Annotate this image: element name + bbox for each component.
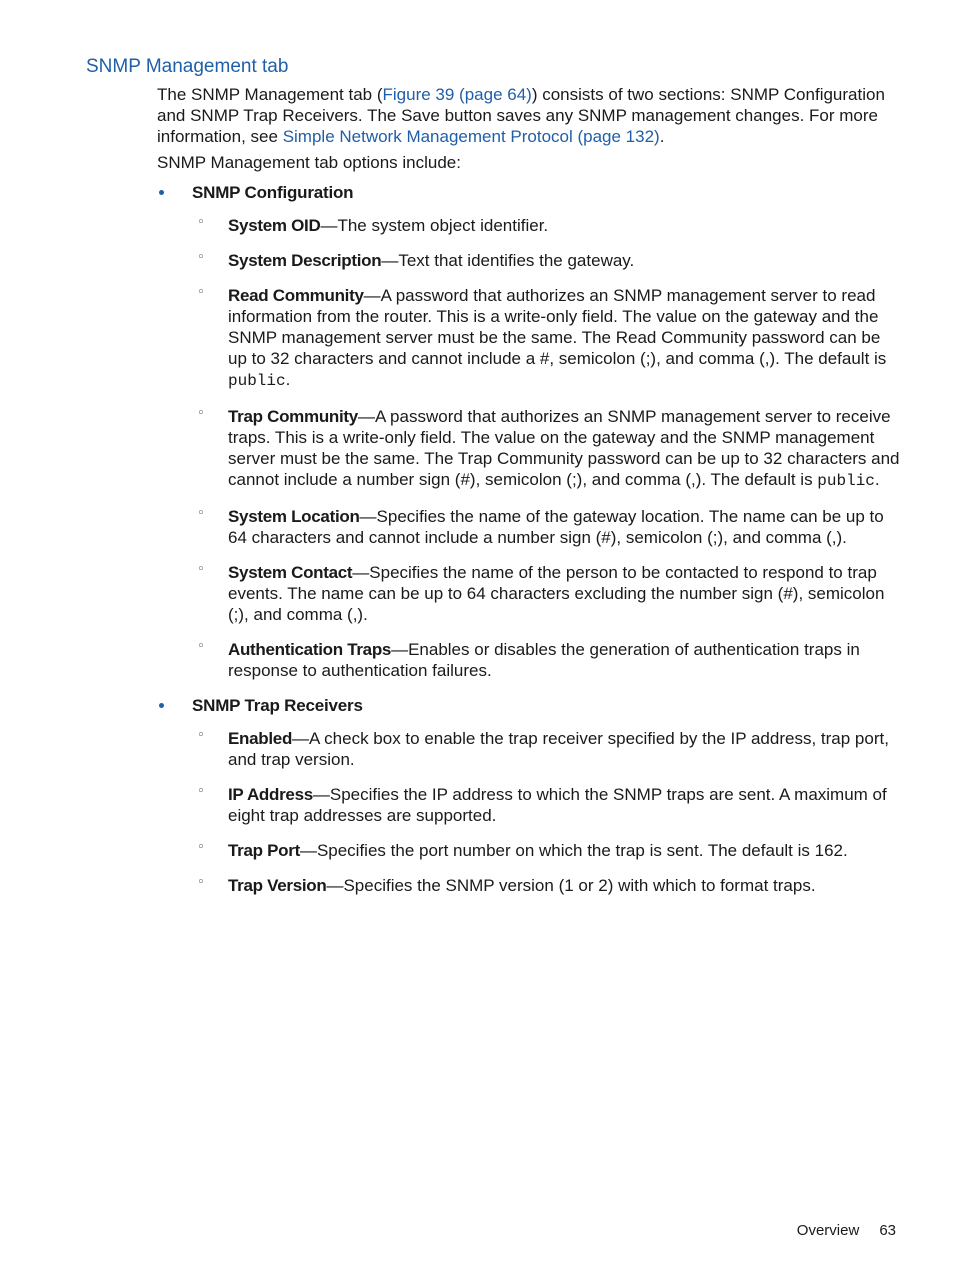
circle-bullet-icon: ◦ xyxy=(197,215,205,230)
list-item: ◦ System Location—Specifies the name of the gateway location. The name can be up to 64 characters and cannot include a number sign (#), semicolon (;), and comma (,). xyxy=(192,506,902,548)
list-item: ◦ Trap Version—Specifies the SNMP version (1 or 2) with which to format traps. xyxy=(192,875,902,896)
section-body xyxy=(157,84,902,910)
default-value: public xyxy=(228,372,286,390)
circle-bullet-icon: ◦ xyxy=(197,562,205,577)
page-footer xyxy=(797,1222,896,1239)
list-item: ◦ Trap Port—Specifies the port number on which the trap is sent. The default is 162. xyxy=(192,840,902,861)
circle-bullet-icon: ◦ xyxy=(197,840,205,855)
bullet-dot-icon xyxy=(159,703,164,708)
figure-39-link[interactable]: Figure 39 (page 64) xyxy=(382,85,532,104)
sub-options-list xyxy=(192,215,902,681)
options-lead: SNMP Management tab options include: xyxy=(157,153,461,172)
list-item: ◦ System OID—The system object identifier. xyxy=(192,215,902,236)
list-item: ◦ System Contact—Specifies the name of the person to be contacted to respond to trap events. The name can be up to 64 characters excluding the number sign (#), semicolon (;), and comma (,). xyxy=(192,562,902,625)
bullet-dot-icon xyxy=(159,190,164,195)
list-item: ◦ Authentication Traps—Enables or disables the generation of authentication traps in response to authentication failures. xyxy=(192,639,902,681)
options-list xyxy=(157,182,902,896)
list-item: ◦ Read Community—A password that authorizes an SNMP management server to read information from the router. This is a write-only field. The value on the gateway and the SNMP management server must be the same. The Read Community password can be up to 32 characters and cannot include a #, semicolon (;), and comma (,). The default is public. xyxy=(192,285,902,392)
circle-bullet-icon: ◦ xyxy=(197,639,205,654)
group-snmp-configuration xyxy=(157,182,902,681)
circle-bullet-icon: ◦ xyxy=(197,728,205,743)
snmp-protocol-link[interactable]: Simple Network Management Protocol (page 132) xyxy=(282,127,660,146)
circle-bullet-icon: ◦ xyxy=(197,406,205,421)
default-value: public xyxy=(817,472,875,490)
footer-section-label: Overview xyxy=(796,1222,860,1239)
list-item: ◦ IP Address—Specifies the IP address to which the SNMP traps are sent. A maximum of eight trap addresses are supported. xyxy=(192,784,902,826)
list-item: ◦ Trap Community—A password that authorizes an SNMP management server to receive traps. This is a write-only field. The value on the gateway and the SNMP management server must be the same. The Trap Community password can be up to 32 characters and cannot include a number sign (#), semicolon (;), and comma (,). The default is public. xyxy=(192,406,902,492)
list-item: ◦ Enabled—A check box to enable the trap receiver specified by the IP address, trap port, and trap version. xyxy=(192,728,902,770)
circle-bullet-icon: ◦ xyxy=(197,285,205,300)
group-title: SNMP Trap Receivers xyxy=(192,696,363,715)
circle-bullet-icon: ◦ xyxy=(197,875,205,890)
group-snmp-trap-receivers xyxy=(157,695,902,896)
circle-bullet-icon: ◦ xyxy=(197,784,205,799)
circle-bullet-icon: ◦ xyxy=(197,506,205,521)
sub-options-list xyxy=(192,728,902,896)
list-item: ◦ System Description—Text that identifies the gateway. xyxy=(192,250,902,271)
group-title: SNMP Configuration xyxy=(192,183,354,202)
intro-paragraph: The SNMP Management tab (Figure 39 (page 64)) consists of two sections: SNMP Configuration and SNMP Trap Receivers. The Save button saves any SNMP management changes. For more information, see Simple Network Management Protocol (page 132). xyxy=(157,85,885,146)
page-number: 63 xyxy=(879,1222,896,1239)
section-title: SNMP Management tab xyxy=(86,56,289,77)
circle-bullet-icon: ◦ xyxy=(197,250,205,265)
